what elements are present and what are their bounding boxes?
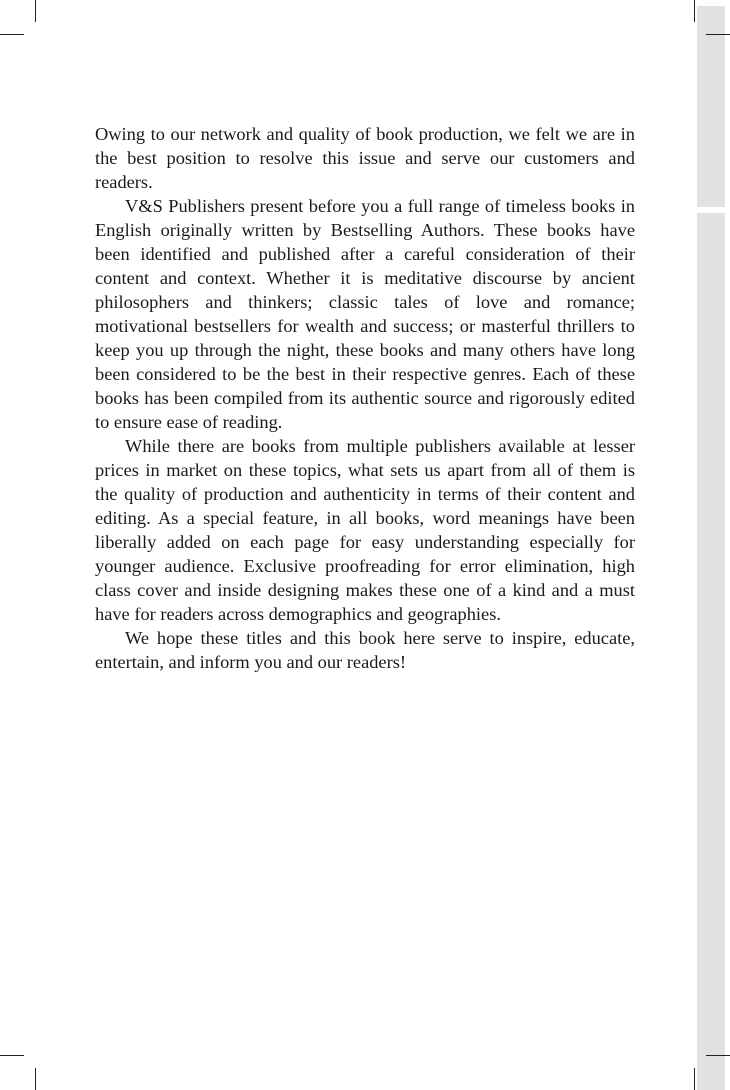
paragraph-publishers: V&S Publishers present before you a full range of timeless books in English originally written by Bestselling Authors. These books have been identified and published after a careful consideration of their content and context. Whether it is meditative discourse by ancient philosophers and thinkers; classic tales of love and romance; motivational bestsellers for wealth and success; or masterful thrillers to keep you up through the night, these books and many others have long been considered to be the best in their respective genres. Each of these books has been compiled from its authentic source and rigorously edited to ensure ease of reading.: [95, 196, 635, 432]
crop-mark-bottom-left-horizontal: [0, 1055, 24, 1056]
bleed-strip-lower: [697, 213, 725, 1090]
paragraph-closing: We hope these titles and this book here serve to inspire, educate, entertain, and inform you and our readers!: [95, 628, 635, 672]
body-text: [95, 122, 635, 674]
crop-mark-top-right-horizontal: [706, 34, 730, 35]
paragraph-quality: While there are books from multiple publishers available at lesser prices in market on these topics, what sets us apart from all of them is the quality of production and authenticity in terms of their content and editing. As a special feature, in all books, word meanings have been liberally added on each page for easy understanding especially for younger audience. Exclusive proofreading for error elimination, high class cover and inside designing makes these one of a kind and a must have for readers across demographics and geographies.: [95, 436, 635, 624]
crop-mark-bottom-left-vertical: [35, 1068, 36, 1090]
crop-mark-bottom-right-horizontal: [706, 1055, 730, 1056]
crop-mark-bottom-right-vertical: [694, 1068, 695, 1090]
crop-mark-top-left-vertical: [35, 0, 36, 22]
paragraph-intro: Owing to our network and quality of book production, we felt we are in the best position to resolve this issue and serve our customers and readers.: [95, 124, 635, 192]
crop-mark-top-right-vertical: [694, 0, 695, 22]
crop-mark-top-left-horizontal: [0, 34, 24, 35]
bleed-strip-upper: [697, 6, 725, 207]
